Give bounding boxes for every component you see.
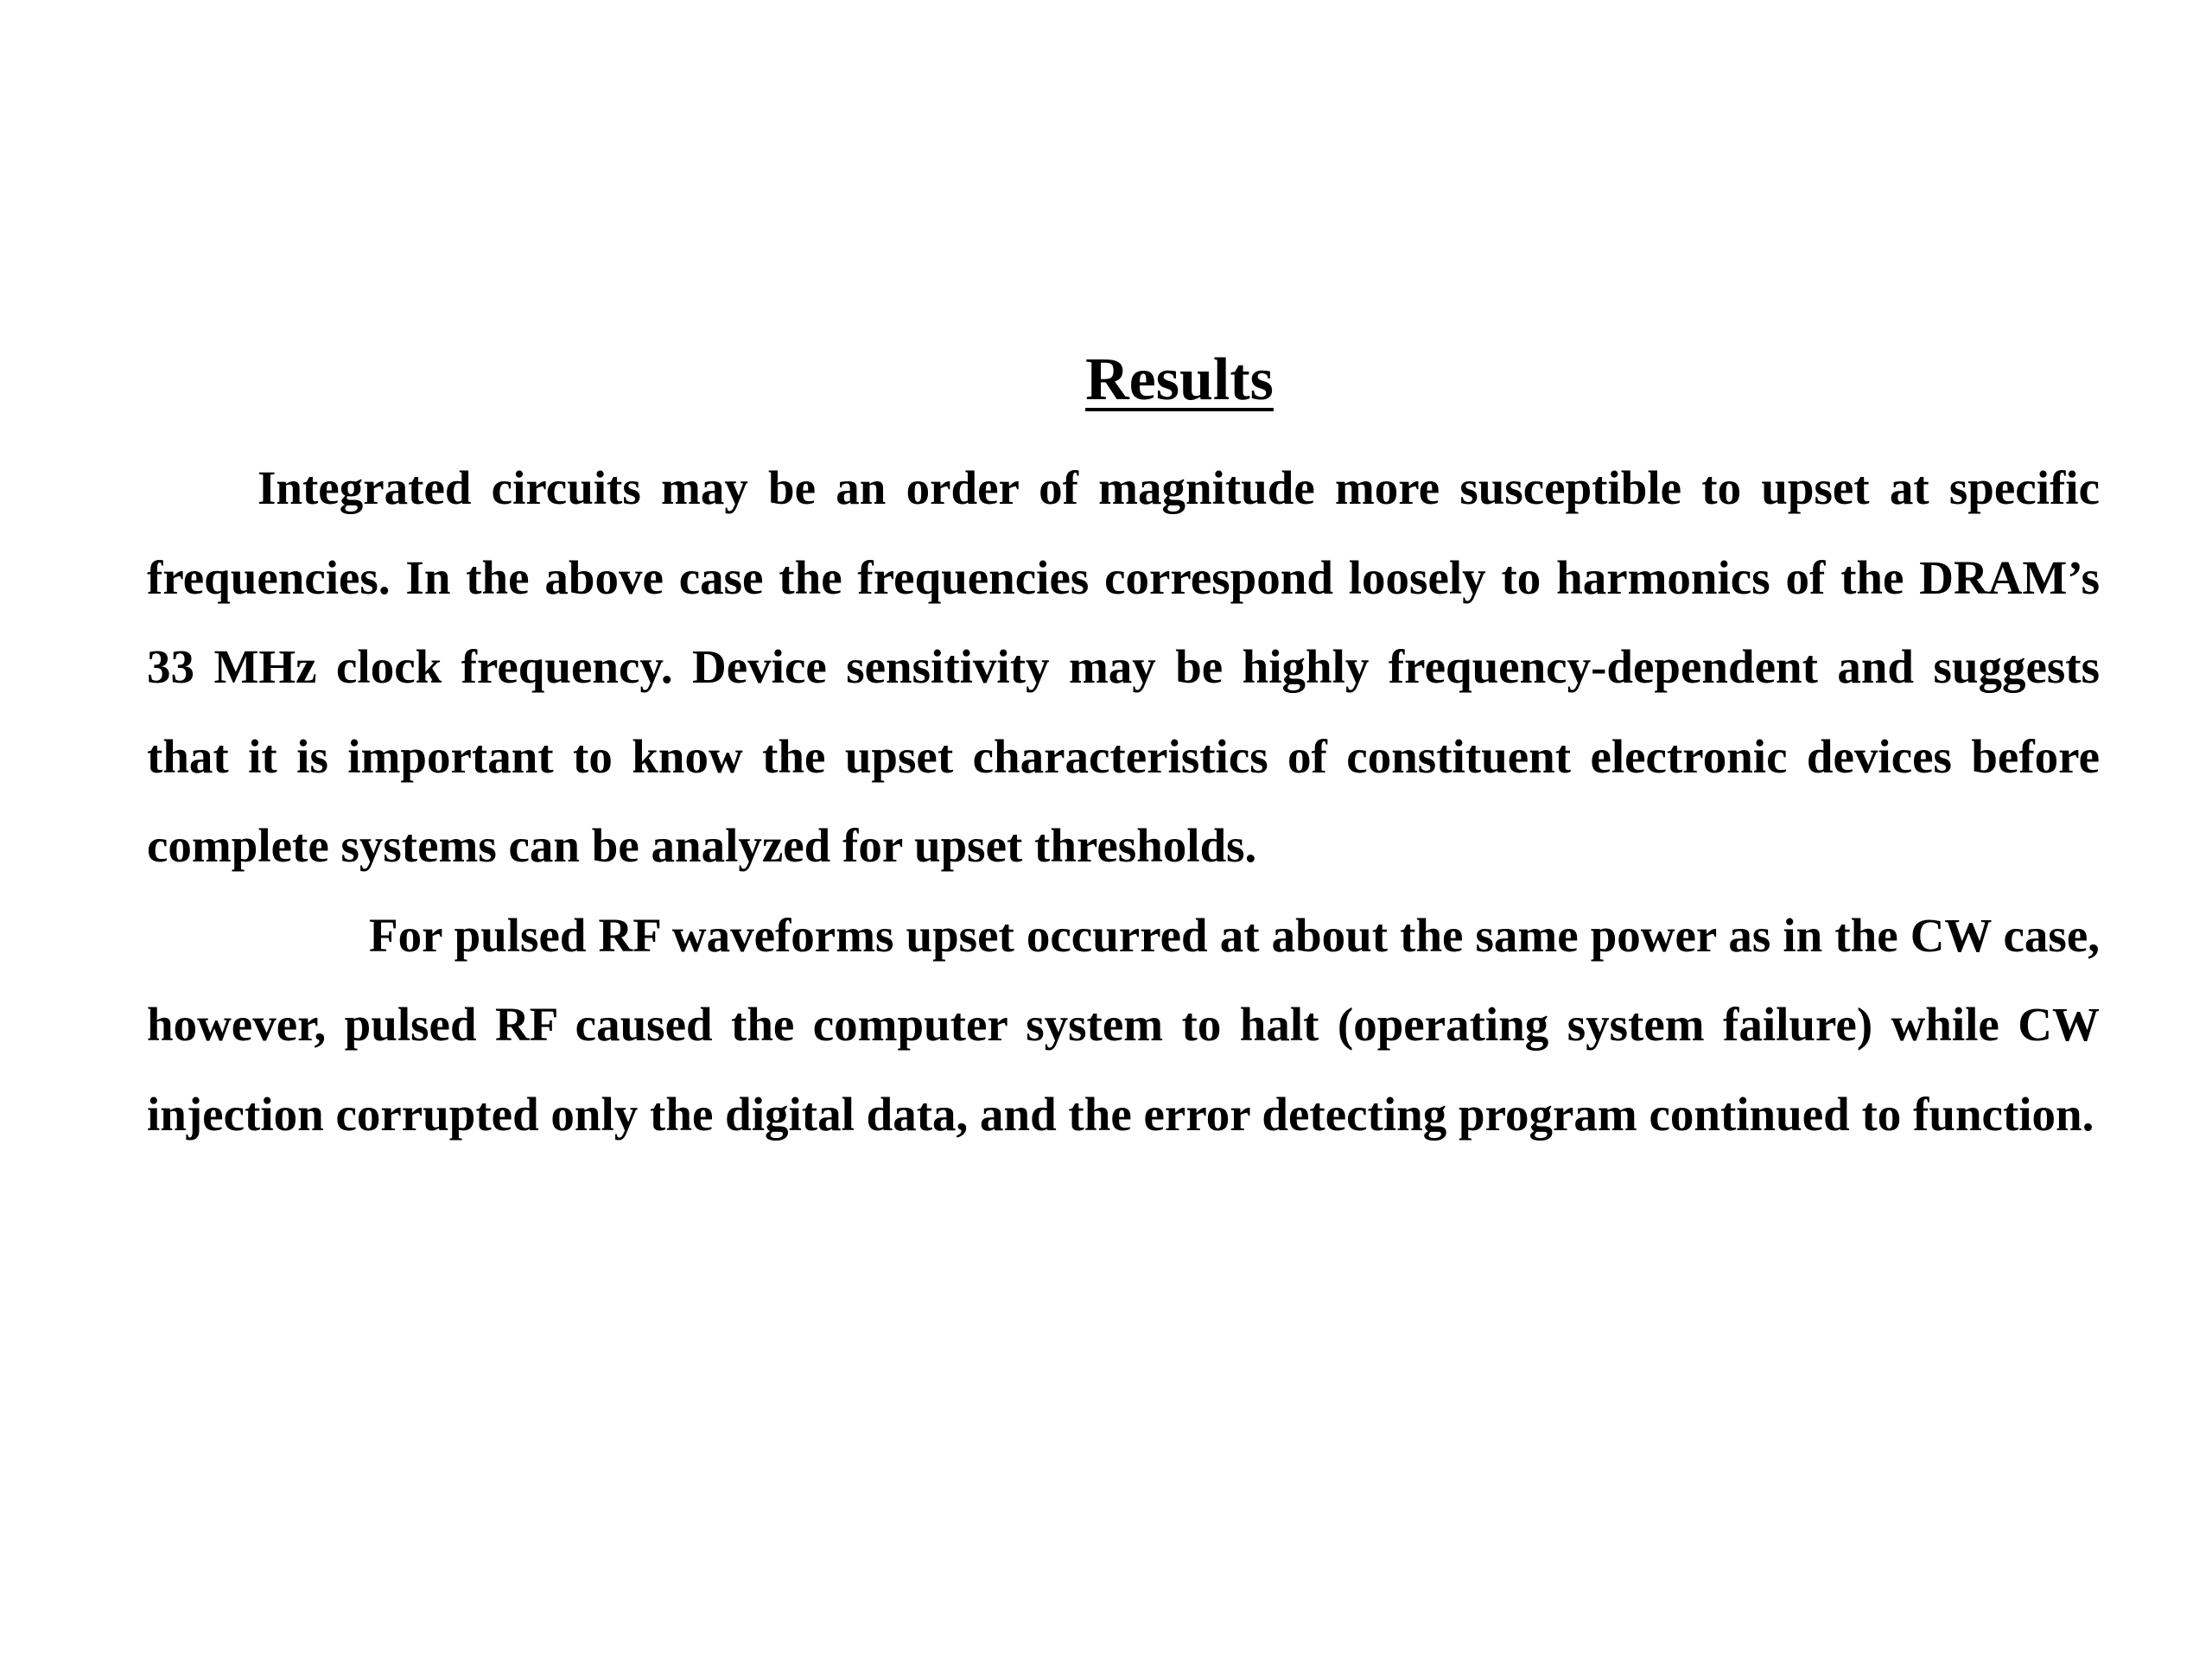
page-title-text: Results — [1085, 346, 1274, 413]
results-body — [147, 443, 2100, 1159]
paragraph-pulsed-rf: For pulsed RF waveforms upset occurred at about the same power as in the CW case, however, pulsed RF caused the computer system to halt (operating system failure) while CW injection corrupted only the digital data, and the error detecting program continued to function. — [147, 908, 2100, 1141]
paragraph-susceptibility: Integrated circuits may be an order of magnitude more susceptible to upset at specific frequencies. In the above case the frequencies correspond loosely to harmonics of the DRAM’s 33 MHz clock frequency. Device sensitivity may be highly frequency-dependent and suggests that it is important to know the upset characteristics of constituent electronic devices before complete systems can be analyzed for upset thresholds. — [147, 461, 2100, 872]
page-title — [994, 341, 1365, 419]
